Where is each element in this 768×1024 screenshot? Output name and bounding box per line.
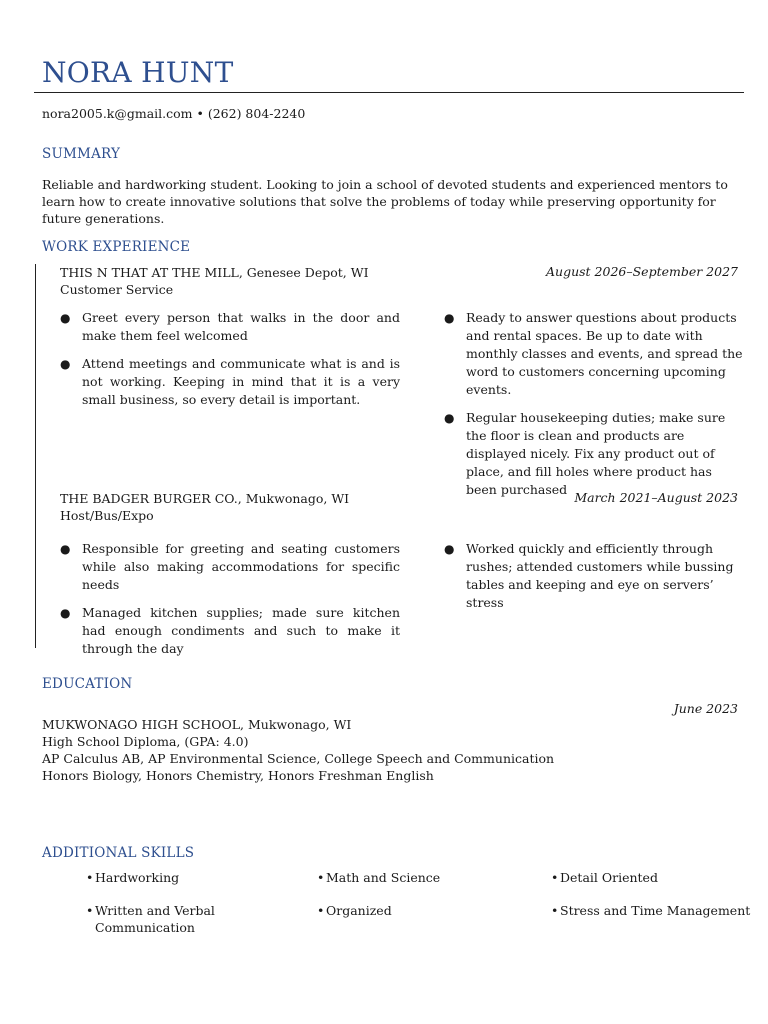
job-2-right-bullets [444,540,744,622]
bullet-item: ● Ready to answer questions about products and rental spaces. Be up to date with monthly classes and events, and spread the word to customers concerning upcoming events. [444,310,743,397]
bullet-dot-icon: ● [444,542,455,556]
header-divider [34,92,744,93]
bullet-dot-icon: ● [60,542,71,556]
skill-item: • Math and Science [317,870,441,885]
contact-line: nora2005.k@gmail.com • (262) 804-2240 [42,106,306,121]
job-2-employer: THE BADGER BURGER CO., Mukwonago, WI [60,491,350,506]
work-experience-heading: WORK EXPERIENCE [42,239,191,255]
skill-item: • Detail Oriented [551,870,658,885]
bullet-item: ● Attend meetings and communicate what is and is not working. Keeping in mind that it is a very small business, so every detail is important. [60,356,400,407]
job-1-role: Customer Service [60,282,174,297]
education-line: AP Calculus AB, AP Environmental Science, College Speech and Communication [42,751,555,766]
education-heading: EDUCATION [42,676,133,692]
bullet-dot-icon: ● [60,606,71,620]
skill-item: • Hardworking [86,870,180,885]
school-name: MUKWONAGO HIGH SCHOOL, Mukwonago, WI [42,717,352,732]
candidate-name: NORA HUNT [42,56,234,89]
job-1-right-bullets [444,309,744,509]
skills-heading: ADDITIONAL SKILLS [42,845,195,861]
job-1-left-bullets [60,309,400,419]
skill-item: • Stress and Time Management [551,903,751,918]
skill-bullet: • [317,870,325,885]
bullet-item: ● Greet every person that walks in the door and make them feel welcomed [60,310,400,343]
skill-bullet: • [551,870,559,885]
skill-bullet: • [86,870,94,885]
work-experience-side-rule [35,264,36,648]
bullet-dot-icon: ● [60,357,71,371]
bullet-dot-icon: ● [444,411,455,425]
education-date: June 2023 [673,701,738,716]
job-1-employer: THIS N THAT AT THE MILL, Genesee Depot, WI [60,265,369,280]
job-1-dates: August 2026–September 2027 [546,264,738,279]
bullet-dot-icon: ● [444,311,455,325]
job-2-left-bullets [60,540,400,668]
skill-bullet: • [317,903,325,918]
skill-bullet: • [551,903,559,918]
bullet-dot-icon: ● [60,311,71,325]
bullet-item: ● Managed kitchen supplies; made sure kitchen had enough condiments and such to make it through the day [60,605,400,656]
education-line: High School Diploma, (GPA: 4.0) [42,734,249,749]
bullet-item: ● Regular housekeeping duties; make sure the floor is clean and products are displayed nicely. Fix any product out of place, and fill holes where product has been purchased [444,410,726,497]
education-details [42,716,554,784]
skill-item: • Written and Verbal Communication [86,903,215,935]
job-2-role: Host/Bus/Expo [60,508,154,523]
skill-bullet: • [86,903,94,918]
bullet-item: ● Worked quickly and efficiently through rushes; attended customers while bussing tables and keeping and eye on servers’ stress [444,541,734,610]
summary-heading: SUMMARY [42,146,121,162]
skill-item: • Organized [317,903,392,918]
bullet-item: ● Responsible for greeting and seating customers while also making accommodations for specific needs [60,541,400,592]
summary-text: Reliable and hardworking student. Looking to join a school of devoted students and experienced mentors to learn how to create innovative solutions that solve the problems of today while preserving opportunity for future generations. [42,177,728,226]
job-2-dates: March 2021–August 2023 [574,490,738,505]
education-line: Honors Biology, Honors Chemistry, Honors Freshman English [42,768,434,783]
